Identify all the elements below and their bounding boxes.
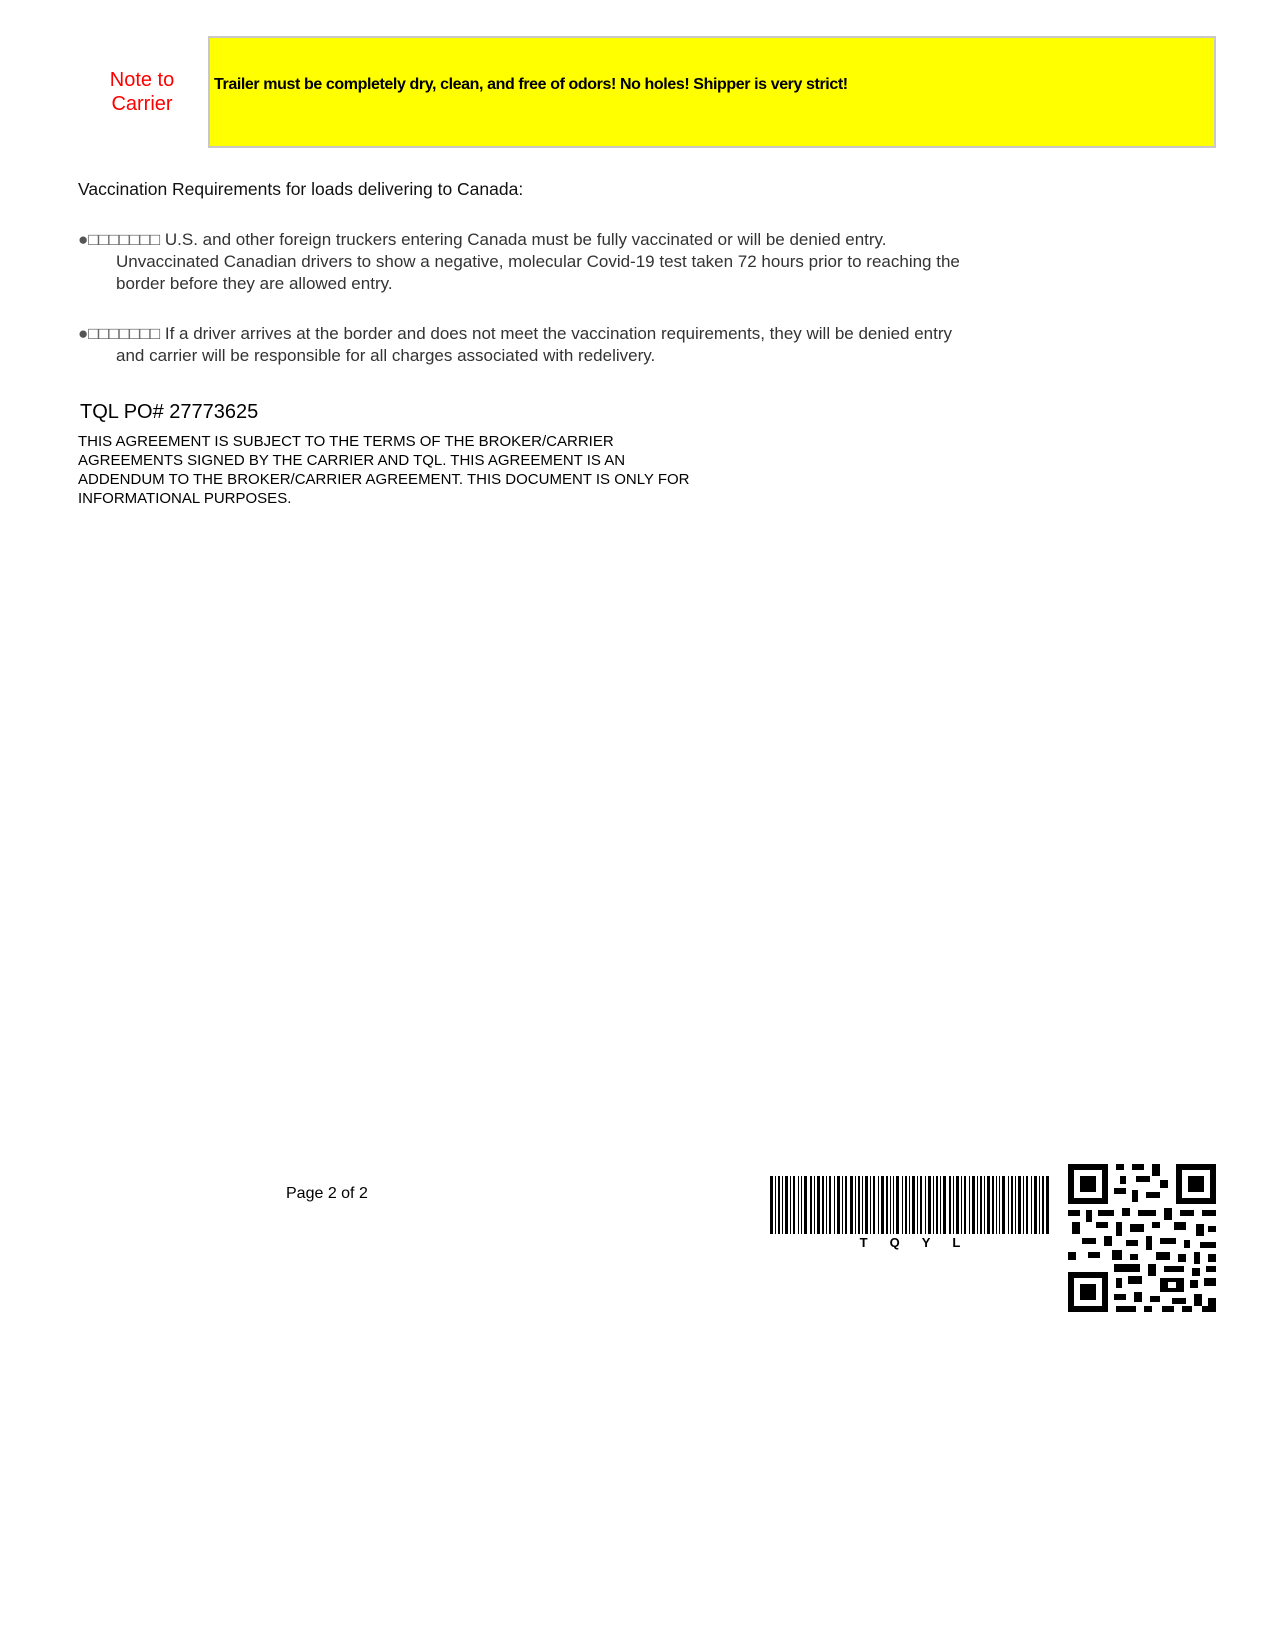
page-number: Page 2 of 2 bbox=[286, 1185, 368, 1202]
bullet-text-line: Unvaccinated Canadian drivers to show a negative, molecular Covid-19 test taken 72 hours prior to reaching the bbox=[116, 252, 960, 271]
agreement-line: ADDENDUM TO THE BROKER/CARRIER AGREEMENT. THIS DOCUMENT IS ONLY FOR bbox=[78, 471, 690, 488]
bullet-text-line: and carrier will be responsible for all charges associated with redelivery. bbox=[116, 346, 656, 365]
bullet-marker-icon: ●□□□□□□□ bbox=[78, 230, 161, 249]
agreement-line: INFORMATIONAL PURPOSES. bbox=[78, 490, 292, 507]
qr-code-icon bbox=[1068, 1164, 1216, 1312]
agreement-line: AGREEMENTS SIGNED BY THE CARRIER AND TQL. THIS AGREEMENT IS AN bbox=[78, 452, 626, 469]
barcode-label: TQYL bbox=[859, 1235, 983, 1250]
bullet-item bbox=[78, 229, 960, 295]
note-box bbox=[208, 36, 1216, 148]
bullet-text-line: If a driver arrives at the border and does not meet the vaccination requirements, they will be denied entry bbox=[160, 324, 953, 343]
po-number: TQL PO# 27773625 bbox=[80, 401, 259, 423]
barcode-icon bbox=[770, 1176, 1050, 1234]
vaccination-heading: Vaccination Requirements for loads delivering to Canada: bbox=[78, 179, 524, 199]
bullet-marker-icon: ●□□□□□□□ bbox=[78, 324, 161, 343]
bullet-text-line: border before they are allowed entry. bbox=[116, 274, 393, 293]
note-text: Trailer must be completely dry, clean, and free of odors! No holes! Shipper is very strict! bbox=[214, 76, 848, 93]
note-to-carrier-label: Note to Carrier bbox=[109, 69, 175, 115]
bullet-text-line: U.S. and other foreign truckers entering Canada must be fully vaccinated or will be denied entry. bbox=[160, 230, 887, 249]
bullet-item bbox=[78, 323, 952, 367]
agreement-text bbox=[78, 432, 689, 508]
agreement-line: THIS AGREEMENT IS SUBJECT TO THE TERMS OF THE BROKER/CARRIER bbox=[78, 433, 614, 450]
